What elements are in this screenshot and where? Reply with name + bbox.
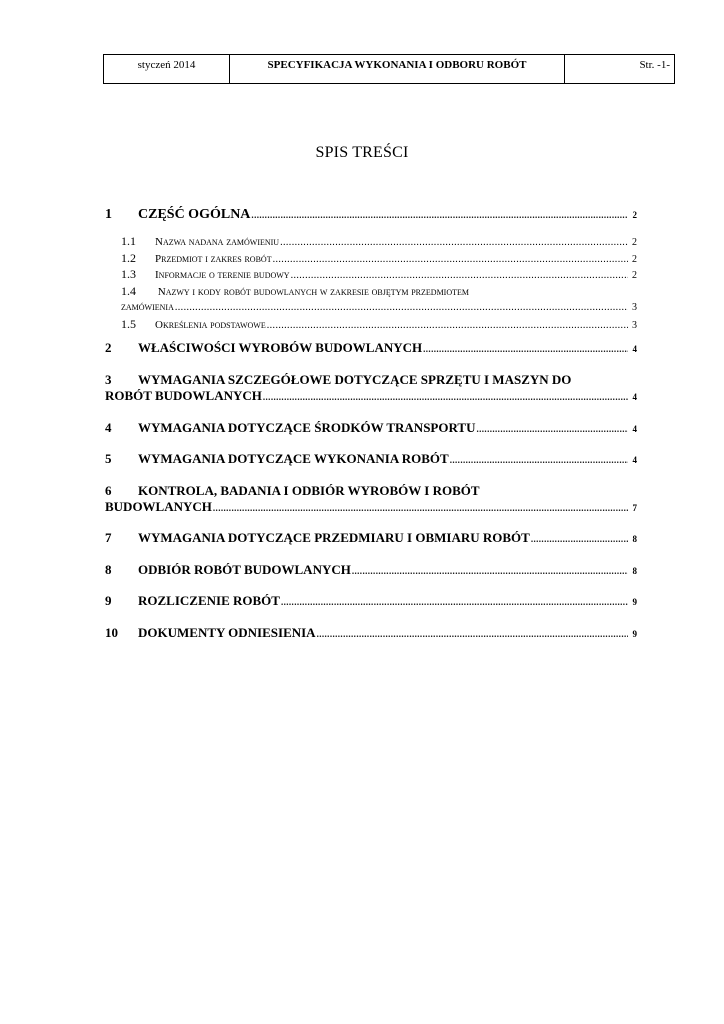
toc-entry-text: WYMAGANIA DOTYCZĄCE ŚRODKÓW TRANSPORTU bbox=[138, 420, 476, 435]
toc-entry-1-2[interactable] bbox=[105, 251, 637, 266]
toc-entry-4[interactable] bbox=[105, 420, 637, 436]
toc-entry-page: 2 bbox=[632, 210, 637, 220]
toc-entry-number: 1.2 bbox=[121, 251, 136, 265]
toc-entry-text: ROZLICZENIE ROBÓT bbox=[138, 593, 280, 608]
toc-entry-page: 4 bbox=[632, 455, 637, 465]
toc-entry-9[interactable] bbox=[105, 593, 637, 609]
toc-entry-page: 3 bbox=[632, 320, 637, 331]
toc-entry-text-continued: ROBÓT BUDOWLANYCH bbox=[105, 388, 262, 403]
toc-entry-number: 4 bbox=[105, 420, 112, 435]
toc-entry-1-5[interactable] bbox=[105, 317, 637, 332]
toc-entry-number: 10 bbox=[105, 625, 118, 640]
leader-dots bbox=[317, 629, 628, 639]
toc-entry-8[interactable] bbox=[105, 562, 637, 578]
leader-dots bbox=[423, 344, 628, 354]
toc-entry-text: CZĘŚĆ OGÓLNA bbox=[138, 207, 251, 222]
toc-entry-7[interactable] bbox=[105, 530, 637, 546]
header-date: styczeń 2014 bbox=[104, 55, 230, 83]
toc-entry-number: 1 bbox=[105, 207, 112, 222]
toc-entry-3-line2[interactable] bbox=[105, 388, 637, 404]
leader-dots bbox=[281, 597, 628, 607]
leader-dots bbox=[291, 270, 628, 281]
toc-entry-text: WYMAGANIA DOTYCZĄCE PRZEDMIARU I OBMIARU ROBÓT bbox=[138, 530, 530, 545]
leader-dots bbox=[267, 320, 628, 331]
toc-entry-5[interactable] bbox=[105, 451, 637, 467]
toc-entry-3-line1[interactable] bbox=[105, 372, 637, 388]
toc-entry-2[interactable] bbox=[105, 340, 637, 356]
toc-entry-6-line1[interactable] bbox=[105, 483, 637, 499]
toc-entry-page: 2 bbox=[632, 237, 637, 248]
toc-entry-number: 6 bbox=[105, 483, 112, 498]
toc-entry-text: DOKUMENTY ODNIESIENIA bbox=[138, 625, 316, 640]
leader-dots bbox=[175, 302, 628, 313]
leader-dots bbox=[476, 424, 628, 434]
toc-entry-number: 8 bbox=[105, 562, 112, 577]
toc-entry-number: 7 bbox=[105, 530, 112, 545]
toc-entry-number: 5 bbox=[105, 451, 112, 466]
toc-entry-page: 7 bbox=[632, 503, 637, 513]
toc-entry-text: Informacje o terenie budowy bbox=[155, 269, 290, 281]
toc-entry-page: 4 bbox=[632, 344, 637, 354]
leader-dots bbox=[213, 503, 628, 513]
toc-entry-text-continued: zamówienia bbox=[121, 301, 174, 313]
toc-entry-1-4-line1[interactable] bbox=[105, 284, 637, 299]
toc-title: SPIS TREŚCI bbox=[315, 144, 409, 161]
toc-entry-page: 2 bbox=[632, 254, 637, 265]
leader-dots bbox=[531, 534, 628, 544]
leader-dots bbox=[263, 392, 628, 402]
toc-entry-number: 1.4 bbox=[121, 284, 136, 298]
toc-entry-1-1[interactable] bbox=[105, 234, 637, 249]
toc-entry-number: 3 bbox=[105, 372, 112, 387]
page-header bbox=[103, 54, 675, 84]
header-page-number: Str. -1- bbox=[639, 59, 670, 71]
toc-entry-page: 4 bbox=[632, 424, 637, 434]
toc-entry-text: Przedmiot i zakres robót bbox=[155, 253, 272, 265]
toc-entry-number: 1.1 bbox=[121, 234, 136, 248]
leader-dots bbox=[273, 254, 628, 265]
toc-entry-page: 2 bbox=[632, 270, 637, 281]
toc-entry-number: 2 bbox=[105, 340, 112, 355]
toc-entry-6-line2[interactable] bbox=[105, 499, 637, 515]
header-title: SPECYFIKACJA WYKONANIA I ODBORU ROBÓT bbox=[230, 55, 565, 83]
toc-entry-10[interactable] bbox=[105, 625, 637, 641]
toc-entry-number: 1.3 bbox=[121, 267, 136, 281]
toc-entry-1-4-line2[interactable] bbox=[121, 301, 637, 313]
leader-dots bbox=[450, 455, 628, 465]
toc-entry-text: KONTROLA, BADANIA I ODBIÓR WYROBÓW I ROBÓT bbox=[138, 483, 480, 498]
toc-entry-1-3[interactable] bbox=[105, 267, 637, 282]
leader-dots bbox=[251, 210, 628, 220]
toc-entry-text: WYMAGANIA SZCZEGÓŁOWE DOTYCZĄCE SPRZĘTU I MASZYN DO bbox=[138, 372, 572, 387]
leader-dots bbox=[280, 237, 628, 248]
toc-entry-text: ODBIÓR ROBÓT BUDOWLANYCH bbox=[138, 562, 351, 577]
toc-entry-page: 9 bbox=[632, 597, 637, 607]
toc-entry-text: Nazwa nadana zamówieniu bbox=[155, 236, 280, 248]
toc-entry-1[interactable] bbox=[105, 207, 637, 223]
leader-dots bbox=[352, 566, 628, 576]
toc-entry-page: 4 bbox=[632, 392, 637, 402]
toc-entry-number: 1.5 bbox=[121, 317, 136, 331]
toc-entry-page: 9 bbox=[632, 629, 637, 639]
toc-entry-text: Określenia podstawowe bbox=[155, 319, 266, 331]
toc-entry-page: 8 bbox=[632, 534, 637, 544]
toc-entry-text: WYMAGANIA DOTYCZĄCE WYKONANIA ROBÓT bbox=[138, 451, 449, 466]
toc-entry-number: 9 bbox=[105, 593, 112, 608]
toc-entry-page: 3 bbox=[632, 302, 637, 313]
toc-entry-text: Nazwy i kody robót budowlanych w zakresie objętym przedmiotem bbox=[157, 286, 470, 298]
toc-entry-page: 8 bbox=[632, 566, 637, 576]
toc-entry-text-continued: BUDOWLANYCH bbox=[105, 499, 212, 514]
toc-entry-text: WŁAŚCIWOŚCI WYROBÓW BUDOWLANYCH bbox=[138, 340, 423, 355]
